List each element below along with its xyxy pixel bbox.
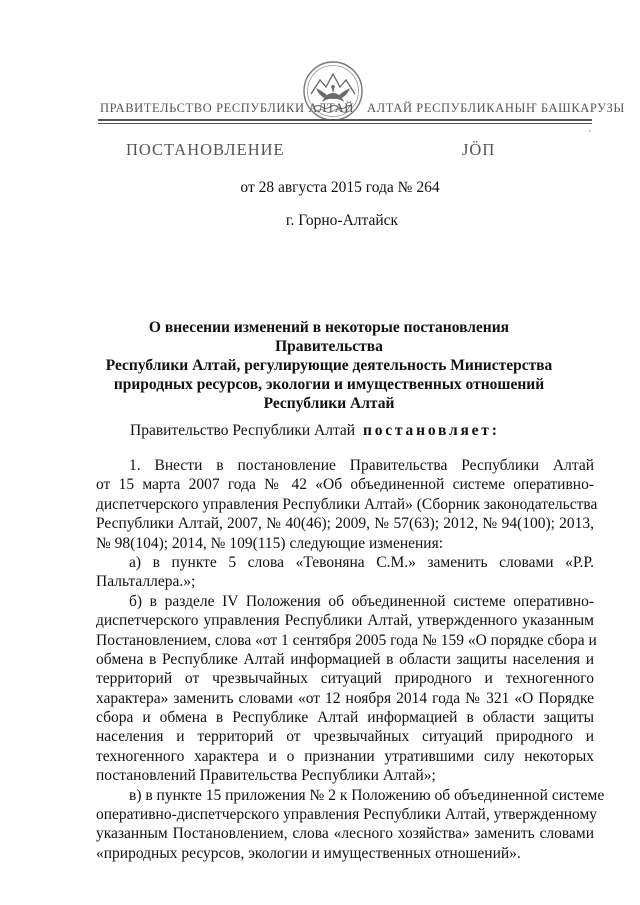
document-title [100, 318, 558, 413]
body-line: населения и территорий от чрезвычайных ситуаций природного и [96, 728, 594, 746]
header-right-title: АЛТАЙ РЕСПУБЛИКАНЫҤ БАШКАРУЗЫ [367, 101, 625, 115]
body-line: территорий от чрезвычайных ситуаций природного и техногенного [96, 670, 594, 688]
body-line: а) в пункте 5 слова «Тевоняна С.М.» заменить словами «Р.Р. [129, 553, 594, 571]
body-line: оперативно-диспетчерского управления Республики Алтай, утвержденному [96, 806, 598, 824]
body-line: обмена в Республике Алтай информацией в области защиты населения и [96, 650, 594, 668]
document-date: от 28 августа 2015 года № 264 [240, 179, 440, 196]
doc-type-left: ПОСТАНОВЛЕНИЕ [126, 140, 285, 159]
preamble [130, 422, 500, 440]
header-rule-thick [98, 119, 592, 121]
body-line: Республики Алтай, 2007, № 40(46); 2009, № 57(63); 2012, № 94(100); 2013, [96, 515, 594, 533]
body-line: диспетчерского управления Республики Алтай, утвержденного указанным [96, 612, 594, 630]
preamble-emphasis: постановляет: [362, 422, 500, 439]
body-line: в) в пункте 15 приложения № 2 к Положению об объединенной системе [129, 786, 605, 804]
title-line: О внесении изменений в некоторые постановления Правительства [148, 319, 510, 355]
preamble-text: Правительство Республики Алтай [130, 422, 356, 439]
body-line: 1. Внести в постановление Правительства Республики Алтай [129, 457, 594, 474]
header-mark: ' [589, 129, 591, 140]
title-line: Республики Алтай, регулирующие деятельность Министерства [105, 357, 553, 374]
body-line: диспетчерского управления Республики Алтай» (Сборник законодательства [96, 495, 598, 513]
body-line: указанным Постановлением, слова «лесного хозяйства» заменить словами [96, 825, 594, 843]
header-rule-thin [98, 123, 592, 124]
document-city: г. Горно-Алтайск [285, 212, 399, 229]
body-line: характера» заменить словами «от 12 ноября 2014 года № 321 «О Порядке [96, 689, 594, 707]
body-line: техногенного характера и о признании утратившими силу некоторых [96, 747, 594, 765]
doc-type-right: ЈӦП [462, 140, 496, 159]
title-line: Республики Алтай [263, 395, 395, 412]
title-line: природных ресурсов, экологии и имущественных отношений [113, 376, 545, 393]
body-line: Постановлением, слова «от 1 сентября 2005 года № 159 «О порядке сбора и [96, 631, 597, 649]
body-line: постановлений Правительства Республики Алтай»; [96, 767, 436, 785]
body-line: № 98(104); 2014, № 109(115) следующие изменения: [96, 534, 444, 552]
header-left-title: ПРАВИТЕЛЬСТВО РЕСПУБЛИКИ АЛТАЙ [100, 101, 354, 115]
body-line: б) в разделе IV Положения об объединенной системе оперативно- [129, 592, 594, 610]
body-line: «природных ресурсов, экологии и имущественных отношений». [96, 844, 521, 862]
document-body [96, 456, 605, 863]
body-line: сбора и обмена в Республике Алтай информацией в области защиты [96, 709, 594, 727]
body-line: Пальталлера.»; [96, 573, 196, 591]
body-line: от 15 марта 2007 года № 42 «Об объединенной системе оперативно- [96, 476, 594, 494]
